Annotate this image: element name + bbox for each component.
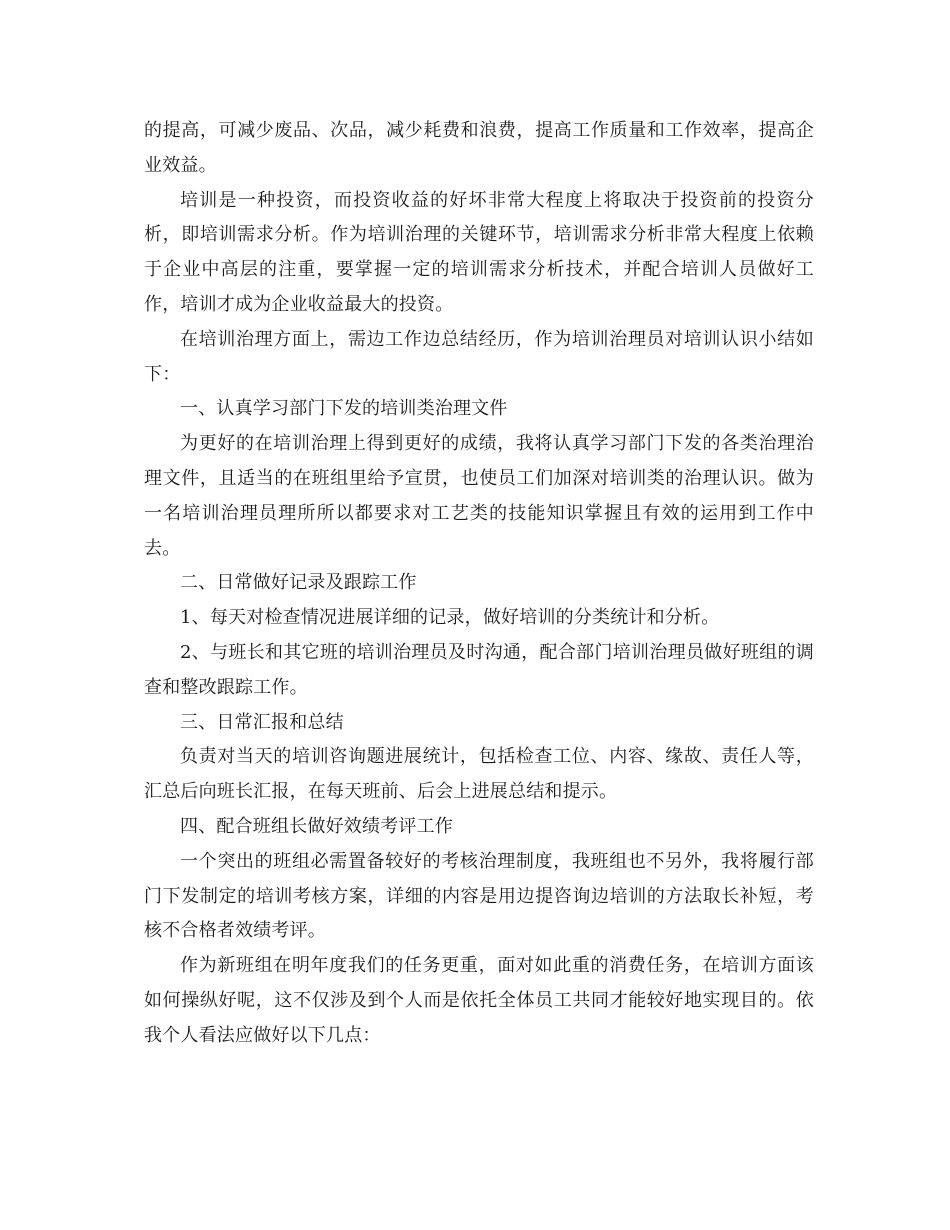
list-item-1: 1、每天对检查情况进展详细的记录，做好培训的分类统计和分析。 [180,607,720,629]
document-body [144,114,814,1054]
section-heading-1: 一、认真学习部门下发的培训类治理文件 [180,398,508,420]
paragraph-conclusion: 作为新班组在明年度我们的任务更重，面对如此重的消费任务，在培训方面该如何操纵好呢，这不仅涉及到个人而是依托全体员工共同才能较好地实现目的。依我个人看法应做好以下几点： [144,955,814,1046]
section-heading-2: 二、日常做好记录及跟踪工作 [180,572,417,594]
section-heading-3: 三、日常汇报和总结 [180,711,344,733]
section-heading-4: 四、配合班组长做好效绩考评工作 [180,815,453,837]
paragraph-section-4: 一个突出的班组必需置备较好的考核治理制度，我班组也不另外，我将履行部门下发制定的培训考核方案，详细的内容是用边提咨询边培训的方法取长补短，考核不合格者效绩考评。 [144,850,814,942]
paragraph-section-3: 负责对当天的培训咨询题进展统计，包括检查工位、内容、缘故、责任人等，汇总后向班长汇报，在每天班前、后会上进展总结和提示。 [144,746,814,803]
paragraph-training-investment: 培训是一种投资，而投资收益的好坏非常大程度上将取决于投资前的投资分析，即培训需求分析。作为培训治理的关键环节，培训需求分析非常大程度上依赖于企业中高层的注重，要掌握一定的培训需求分析技术，并配合培训人员做好工作，培训才成为企业收益最大的投资。 [144,189,814,315]
paragraph-summary-intro: 在培训治理方面上，需边工作边总结经历，作为培训治理员对培训认识小结如下： [144,328,814,385]
paragraph-continuation: 的提高，可减少废品、次品，减少耗费和浪费，提高工作质量和工作效率，提高企业效益。 [144,120,814,176]
list-item-2: 2、与班长和其它班的培训治理员及时沟通，配合部门培训治理员做好班组的调查和整改跟踪工作。 [144,641,814,698]
paragraph-section-1: 为更好的在培训治理上得到更好的成绩，我将认真学习部门下发的各类治理治理文件，且适当的在班组里给予宣贯，也使员工们加深对培训类的治理认识。做为一名培训治理员理所所以都要求对工艺类的技能知识掌握且有效的运用到工作中去。 [144,433,814,559]
